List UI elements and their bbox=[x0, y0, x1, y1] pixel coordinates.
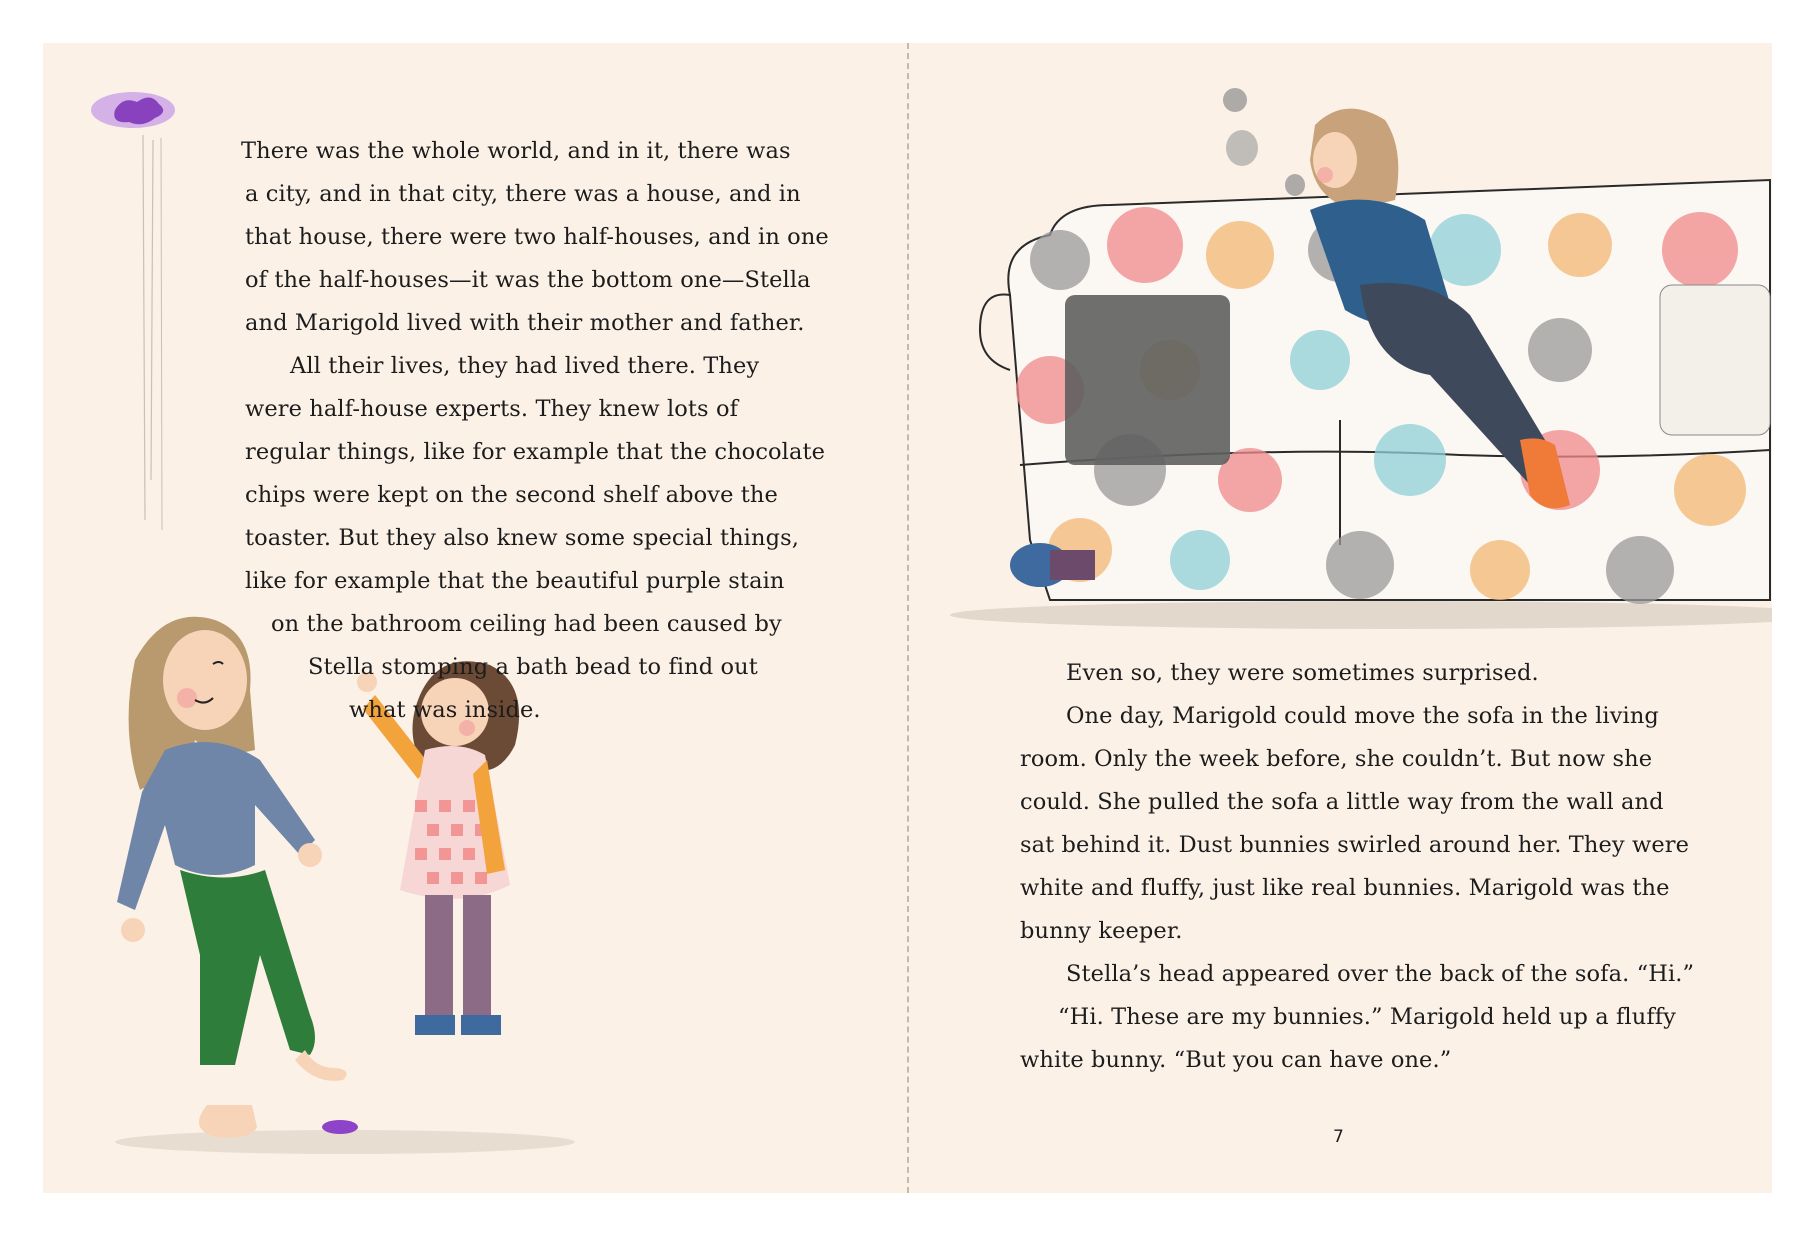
text-line: of the half-houses—it was the bottom one—Stella bbox=[245, 267, 811, 293]
text-line: white and fluffy, just like real bunnies. Marigold was the bbox=[1020, 875, 1670, 901]
text-line: what was inside. bbox=[349, 697, 541, 723]
page-number: 7 bbox=[1333, 1127, 1344, 1147]
text-line: on the bathroom ceiling had been caused by bbox=[271, 611, 782, 637]
text-line: room. Only the week before, she couldn’t. But now she bbox=[1020, 746, 1653, 772]
text-line: that house, there were two half-houses, and in one bbox=[245, 224, 829, 250]
sofa-illustration bbox=[940, 70, 1772, 640]
ceiling-stain-illustration bbox=[85, 80, 205, 550]
text-line: and Marigold lived with their mother and father. bbox=[245, 310, 805, 336]
text-line: white bunny. “But you can have one.” bbox=[1020, 1047, 1452, 1073]
text-line: could. She pulled the sofa a little way from the wall and bbox=[1020, 789, 1664, 815]
text-line: a city, and in that city, there was a house, and in bbox=[245, 181, 801, 207]
text-line: sat behind it. Dust bunnies swirled around her. They were bbox=[1020, 832, 1689, 858]
text-line: toaster. But they also knew some special things, bbox=[245, 525, 799, 551]
text-line: Stella stomping a bath bead to find out bbox=[308, 654, 758, 680]
text-line: Stella’s head appeared over the back of the sofa. “Hi.” bbox=[1066, 961, 1695, 987]
text-line: chips were kept on the second shelf above the bbox=[245, 482, 778, 508]
page-gutter bbox=[907, 43, 909, 1193]
text-line: Even so, they were sometimes surprised. bbox=[1066, 660, 1539, 686]
text-line: “Hi. These are my bunnies.” Marigold held up a fluffy bbox=[1058, 1004, 1676, 1030]
text-line: All their lives, they had lived there. They bbox=[290, 353, 760, 379]
text-line: bunny keeper. bbox=[1020, 918, 1183, 944]
text-line: There was the whole world, and in it, there was bbox=[241, 138, 791, 164]
text-line: regular things, like for example that the chocolate bbox=[245, 439, 826, 465]
text-line: were half-house experts. They knew lots of bbox=[245, 396, 739, 422]
text-line: One day, Marigold could move the sofa in the living bbox=[1066, 703, 1659, 729]
text-line: like for example that the beautiful purple stain bbox=[245, 568, 785, 594]
